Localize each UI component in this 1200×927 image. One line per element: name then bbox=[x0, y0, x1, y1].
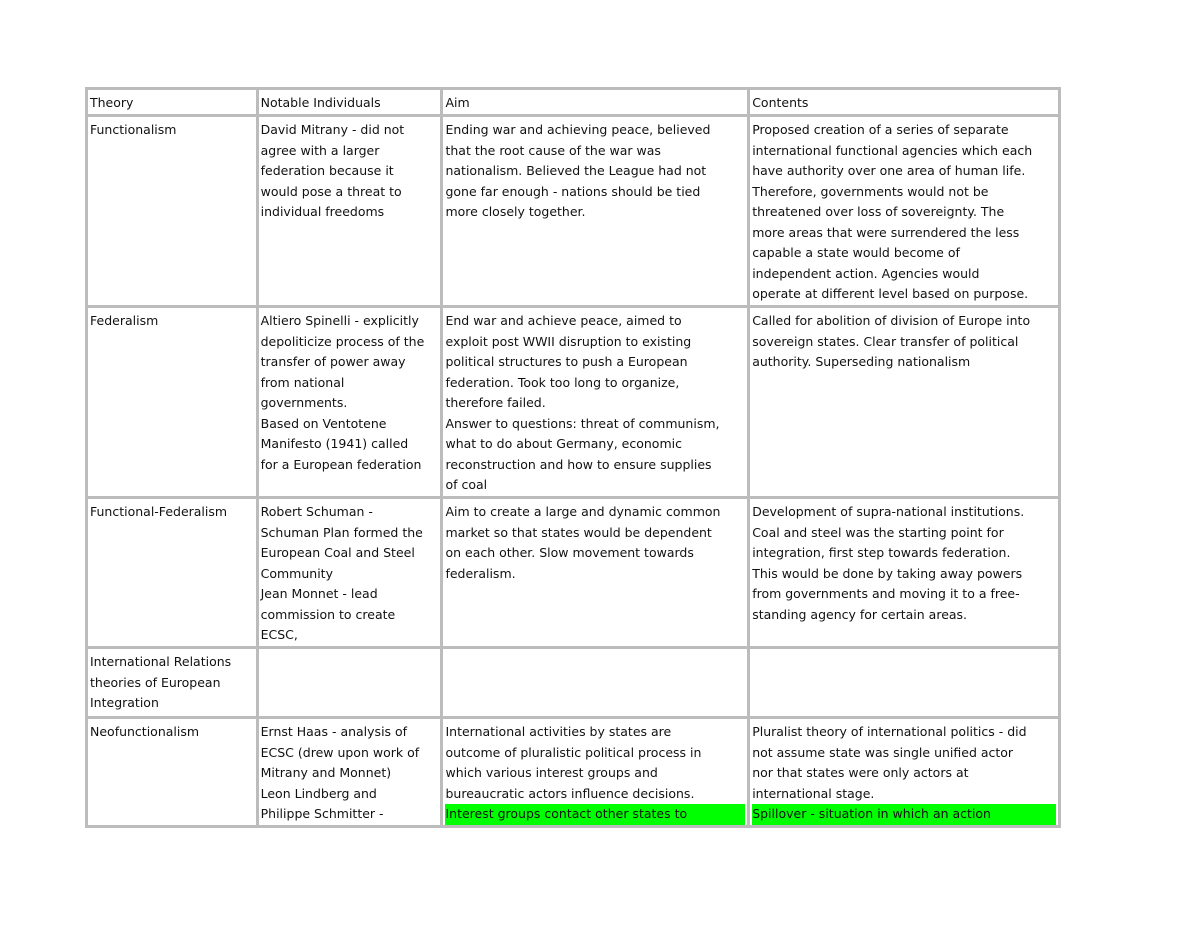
text-line: federation. Took too long to organize, bbox=[445, 374, 680, 390]
text-line: international functional agencies which each bbox=[752, 142, 1033, 158]
text-line: agree with a larger bbox=[260, 142, 380, 158]
text-line: Robert Schuman - bbox=[260, 504, 373, 519]
theory-cell bbox=[87, 307, 258, 498]
header-notable-individuals: Notable Individuals bbox=[257, 89, 442, 116]
text-line: threatened over loss of sovereignty. The bbox=[752, 204, 1005, 219]
aim-cell bbox=[442, 307, 749, 498]
text-line: more closely together. bbox=[445, 204, 586, 219]
contents-cell bbox=[749, 307, 1060, 498]
text-line: Altiero Spinelli - explicitly bbox=[260, 313, 419, 328]
text-line: integration, first step towards federation. bbox=[752, 545, 1011, 560]
text-line: capable a state would become of bbox=[752, 245, 960, 260]
text-line: Coal and steel was the starting point for bbox=[752, 524, 1004, 540]
highlighted-text: Spillover - situation in which an action bbox=[752, 804, 1056, 825]
text-line: nor that states were only actors at bbox=[752, 765, 969, 780]
text-line: depoliticize process of the bbox=[260, 333, 425, 349]
header-theory: Theory bbox=[87, 89, 258, 116]
text-line: of coal bbox=[445, 477, 488, 492]
text-line: International activities by states are bbox=[445, 724, 672, 739]
text-line: Proposed creation of a series of separate bbox=[752, 122, 1009, 137]
table-row bbox=[87, 498, 1060, 648]
text-line: Functional-Federalism bbox=[90, 504, 228, 519]
text-line: Development of supra-national institutions. bbox=[752, 504, 1025, 519]
text-line: Neofunctionalism bbox=[90, 724, 200, 739]
theory-cell bbox=[87, 498, 258, 648]
text-line: Aim to create a large and dynamic common bbox=[445, 504, 721, 519]
text-line: from national bbox=[260, 374, 345, 390]
text-line: theories of European bbox=[90, 674, 221, 690]
table-row bbox=[87, 307, 1060, 498]
theory-cell bbox=[87, 116, 258, 307]
text-line: operate at different level based on purpose. bbox=[752, 286, 1029, 301]
text-line: political structures to push a European bbox=[445, 354, 688, 369]
text-line: Jean Monnet - lead bbox=[260, 586, 378, 601]
table-row bbox=[87, 718, 1060, 827]
table-row bbox=[87, 116, 1060, 307]
text-line: Federalism bbox=[90, 313, 159, 328]
text-line: Schuman Plan formed the bbox=[260, 524, 423, 540]
notes-table bbox=[85, 87, 1061, 828]
text-line: Therefore, governments would not be bbox=[752, 183, 989, 199]
text-line: Answer to questions: threat of communism, bbox=[445, 415, 720, 431]
text-line: Community bbox=[260, 565, 333, 581]
text-line: commission to create bbox=[260, 606, 396, 622]
text-line: European Coal and Steel bbox=[260, 545, 415, 560]
text-line: Pluralist theory of international politics - did bbox=[752, 724, 1027, 739]
text-line: more areas that were surrendered the less bbox=[752, 224, 1020, 240]
text-line: that the root cause of the war was bbox=[445, 142, 661, 158]
people-cell bbox=[257, 307, 442, 498]
text-line: ECSC (drew upon work of bbox=[260, 744, 420, 760]
text-line: governments. bbox=[260, 395, 348, 410]
text-line: not assume state was single unified actor bbox=[752, 744, 1014, 760]
highlighted-text: Interest groups contact other states to bbox=[445, 804, 745, 825]
contents-cell bbox=[749, 648, 1060, 718]
text-line: have authority over one area of human life. bbox=[752, 163, 1026, 178]
people-cell bbox=[257, 718, 442, 827]
aim-cell bbox=[442, 498, 749, 648]
header-row bbox=[87, 89, 1060, 116]
text-line: federalism. bbox=[445, 565, 516, 581]
aim-cell bbox=[442, 648, 749, 718]
table-row bbox=[87, 648, 1060, 718]
theory-cell bbox=[87, 648, 258, 718]
people-cell bbox=[257, 648, 442, 718]
text-line: gone far enough - nations should be tied bbox=[445, 183, 701, 199]
text-line: what to do about Germany, economic bbox=[445, 436, 682, 451]
text-line: nationalism. Believed the League had not bbox=[445, 163, 707, 178]
text-line: Ernst Haas - analysis of bbox=[260, 724, 408, 739]
text-line: international stage. bbox=[752, 785, 875, 801]
text-line: Manifesto (1941) called bbox=[260, 436, 409, 451]
text-line: exploit post WWII disruption to existing bbox=[445, 333, 692, 349]
text-line: Called for abolition of division of Europe into bbox=[752, 313, 1031, 328]
text-line: Based on Ventotene bbox=[260, 415, 387, 431]
text-line: End war and achieve peace, aimed to bbox=[445, 313, 682, 328]
text-line: from governments and moving it to a free- bbox=[752, 586, 1020, 601]
text-line: market so that states would be dependent bbox=[445, 524, 712, 540]
contents-cell bbox=[749, 498, 1060, 648]
text-line: David Mitrany - did not bbox=[260, 122, 405, 137]
text-line: Functionalism bbox=[90, 122, 177, 137]
text-line: for a European federation bbox=[260, 456, 422, 472]
contents-cell bbox=[749, 718, 1060, 827]
people-cell bbox=[257, 498, 442, 648]
text-line: independent action. Agencies would bbox=[752, 265, 980, 281]
text-line: International Relations bbox=[90, 654, 232, 669]
text-line: This would be done by taking away powers bbox=[752, 565, 1023, 581]
text-line: on each other. Slow movement towards bbox=[445, 545, 694, 560]
text-line: bureaucratic actors influence decisions. bbox=[445, 785, 695, 801]
text-line: authority. Superseding nationalism bbox=[752, 354, 971, 369]
text-line: Mitrany and Monnet) bbox=[260, 765, 392, 780]
text-line: standing agency for certain areas. bbox=[752, 606, 968, 622]
header-aim: Aim bbox=[442, 89, 749, 116]
text-line: individual freedoms bbox=[260, 204, 385, 219]
text-line: Integration bbox=[90, 695, 159, 710]
text-line: outcome of pluralistic political process in bbox=[445, 744, 702, 760]
text-line: therefore failed. bbox=[445, 395, 546, 410]
text-line: federation because it bbox=[260, 163, 394, 178]
text-line: which various interest groups and bbox=[445, 765, 658, 780]
text-line: transfer of power away bbox=[260, 354, 406, 369]
aim-cell bbox=[442, 718, 749, 827]
header-contents: Contents bbox=[749, 89, 1060, 116]
aim-cell bbox=[442, 116, 749, 307]
people-cell bbox=[257, 116, 442, 307]
theory-cell bbox=[87, 718, 258, 827]
text-line: sovereign states. Clear transfer of political bbox=[752, 333, 1019, 349]
text-line: Philippe Schmitter - bbox=[260, 806, 384, 821]
text-line: ECSC, bbox=[260, 627, 298, 642]
contents-cell bbox=[749, 116, 1060, 307]
text-line: would pose a threat to bbox=[260, 183, 402, 199]
text-line: Ending war and achieving peace, believed bbox=[445, 122, 711, 137]
text-line: reconstruction and how to ensure supplies bbox=[445, 456, 712, 472]
text-line: Leon Lindberg and bbox=[260, 785, 377, 801]
